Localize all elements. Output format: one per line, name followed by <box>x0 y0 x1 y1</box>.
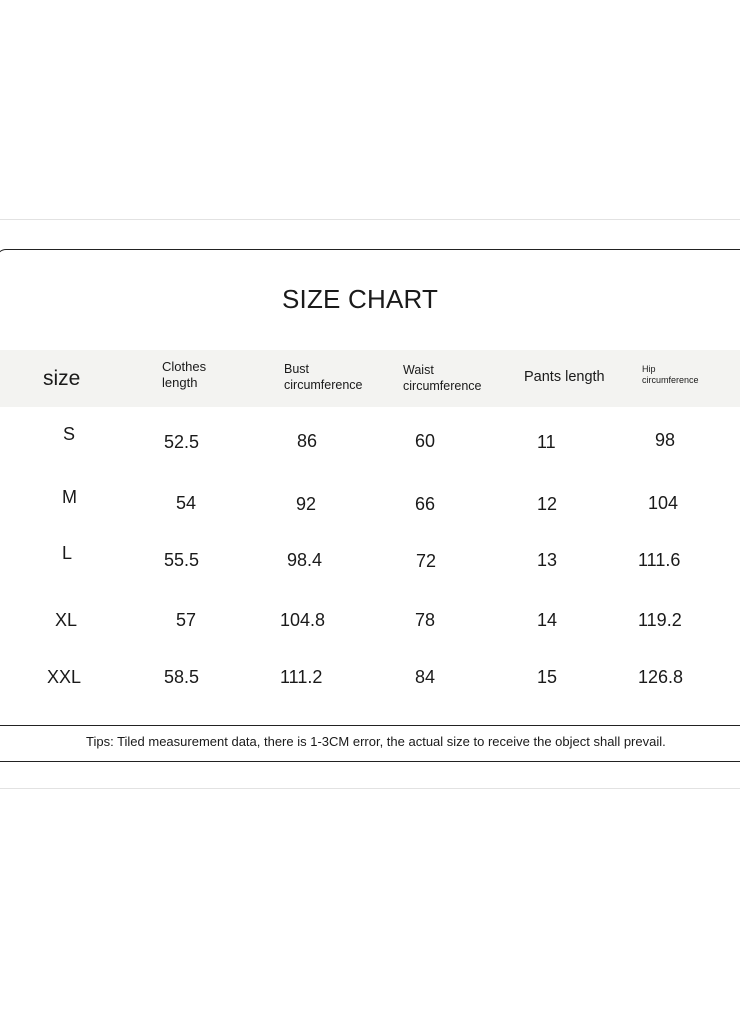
cell-bust: 98.4 <box>287 550 323 570</box>
cell-hip: 98 <box>655 430 676 450</box>
cell-waist: 84 <box>415 667 436 687</box>
header-hip-line1: Hip <box>642 364 656 374</box>
cell-size: S <box>63 424 76 444</box>
cell-waist: 60 <box>415 431 436 451</box>
cell-bust: 92 <box>296 494 317 514</box>
cell-waist: 72 <box>416 551 437 571</box>
header-waist-line2: circumference <box>403 378 482 393</box>
cell-hip: 119.2 <box>638 610 682 630</box>
title-text: SIZE CHART <box>282 284 439 314</box>
bottom-divider <box>0 788 740 789</box>
cell-waist: 78 <box>415 610 436 630</box>
cell-hip: 111.6 <box>638 550 681 570</box>
cell-size: L <box>62 543 73 563</box>
cell-pants-length: 13 <box>537 550 558 570</box>
cell-bust: 86 <box>297 431 318 451</box>
cell-hip: 126.8 <box>638 667 684 687</box>
header-clothes-length-line2: length <box>162 375 198 391</box>
cell-size: XL <box>55 610 78 630</box>
header-size: size <box>43 367 81 390</box>
cell-clothes-length: 55.5 <box>164 550 200 570</box>
cell-pants-length: 15 <box>537 667 558 687</box>
cell-clothes-length: 58.5 <box>164 667 200 687</box>
header-waist-line1: Waist <box>403 363 434 377</box>
size-chart-card <box>0 249 740 762</box>
header-hip <box>642 364 722 387</box>
cell-pants-length: 14 <box>537 610 558 630</box>
cell-clothes-length: 57 <box>176 610 197 630</box>
header-clothes-length <box>162 359 242 392</box>
cell-pants-length: 11 <box>537 432 556 452</box>
cell-hip: 104 <box>648 493 679 513</box>
tips-text: Tips: Tiled measurement data, there is 1-3CM error, the actual size to receive the object shall prevail. <box>86 734 666 749</box>
cell-pants-length: 12 <box>537 494 558 514</box>
header-hip-line2: circumference <box>642 375 699 386</box>
header-bust <box>284 362 394 393</box>
tips-divider <box>0 725 740 726</box>
header-clothes-length-line1: Clothes <box>162 359 207 374</box>
header-waist <box>403 363 513 394</box>
header-pants-length: Pants length <box>524 369 605 385</box>
cell-clothes-length: 54 <box>176 493 197 513</box>
cell-waist: 66 <box>415 494 436 514</box>
cell-size: XXL <box>47 667 82 687</box>
cell-size: M <box>62 487 77 507</box>
top-divider <box>0 219 740 220</box>
header-bust-line1: Bust <box>284 362 310 376</box>
cell-bust: 111.2 <box>280 667 323 687</box>
cell-clothes-length: 52.5 <box>164 432 200 452</box>
header-bust-line2: circumference <box>284 377 363 392</box>
cell-bust: 104.8 <box>280 610 326 630</box>
